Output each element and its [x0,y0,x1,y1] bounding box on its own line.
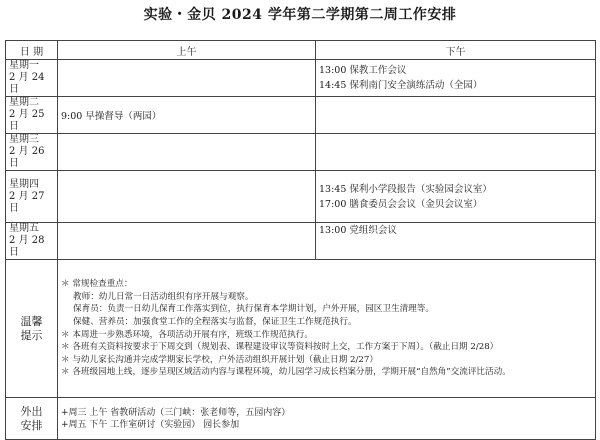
outing-label-line: 安排 [20,418,43,432]
pm-entry: 13:00 保教工作会议 [319,65,407,76]
day-name: 星期四 [9,178,39,190]
pm-cell [316,97,596,134]
header-row [6,41,596,60]
pm-cell [316,223,596,260]
day-date: 2 月 28 日 [9,235,45,258]
notes-label-line: 提示 [20,328,43,342]
note-line: ＊ 本周进一步熟悉环境，各项活动开展有序，班级工作规范执行。 [61,329,313,340]
am-cell [58,171,316,223]
day-date: 2 月 24 日 [9,72,45,95]
am-entry: 9:00 早操督导（两园） [61,111,162,122]
day-row-monday [6,60,596,97]
note-line: 教师：幼儿日常一日活动组织有序开展与观察。 [73,291,254,302]
am-cell [58,134,316,171]
header-date: 日 期 [6,41,58,60]
day-row-friday [6,223,596,260]
outing-entry: +周三 上午 省教研活动（三门峡：张老师等，五园内容） [61,407,291,418]
page-title: 实验・金贝 2024 学年第二学期第二周工作安排 [143,7,457,23]
date-cell [6,97,58,134]
note-line: ＊ 与幼儿家长沟通并完成学期家长学校，户外活动组织开展计划（截止日期 2/27） [61,354,378,365]
outing-cell [58,398,596,440]
pm-cell [316,171,596,223]
date-cell [6,223,58,260]
note-line: 保育员：负责一日幼儿保育工作落实到位，执行保育本学期计划，户外开展，园区卫生清理等。 [73,304,434,315]
day-row-tuesday [6,97,596,134]
pm-cell [316,60,596,97]
outing-row [6,398,596,440]
outing-entry: +周五 下午 工作室研讨（实验园） 园长参加 [61,419,240,430]
notes-label-line: 温馨 [20,314,43,328]
pm-entry: 13:00 党组织会议 [319,225,397,236]
note-line: ＊ 各班级园地上线，逐步呈现区域活动内容与课程环境，幼儿园学习成长档案分册，学期开展“自然角”交流评比活动。 [61,367,511,378]
am-cell [58,60,316,97]
am-cell [58,97,316,134]
day-name: 星期一 [9,60,39,71]
header-am: 上午 [58,41,316,60]
day-name: 星期二 [9,97,39,108]
schedule-table [5,40,596,440]
day-name: 星期五 [9,223,39,234]
outing-label [6,398,58,440]
day-date: 2 月 25 日 [9,109,45,132]
header-pm: 下午 [316,41,596,60]
date-cell [6,134,58,171]
pm-cell [316,134,596,171]
note-line: 保健、营养员：加强食堂工作的全程落实与监督，保证卫生工作规范执行。 [73,316,357,327]
day-date: 2 月 27 日 [9,190,45,214]
outing-label-line: 外出 [20,404,43,418]
notes-row [6,260,596,398]
notes-cell [58,260,596,398]
day-row-wednesday [6,134,596,171]
note-line: ＊ 各班有关资料按要求于下周交到（规划表、课程建设审议等资料按时上交，工作方案于下周）。（截止日期 2/28） [61,342,499,353]
pm-entry: 17:00 膳食委员会会议（金贝会议室） [319,198,483,210]
am-cell [58,223,316,260]
day-name: 星期三 [9,134,39,145]
day-row-thursday [6,171,596,223]
date-cell [6,171,58,223]
note-line: ＊ 常规检查重点： [61,279,133,290]
notes-label [6,260,58,398]
date-cell [6,60,58,97]
pm-entry: 14:45 保利南门安全演练活动（全园） [319,80,483,91]
day-date: 2 月 26 日 [9,146,45,169]
pm-entry: 13:45 保利小学段报告（实验园会议室） [319,183,492,195]
